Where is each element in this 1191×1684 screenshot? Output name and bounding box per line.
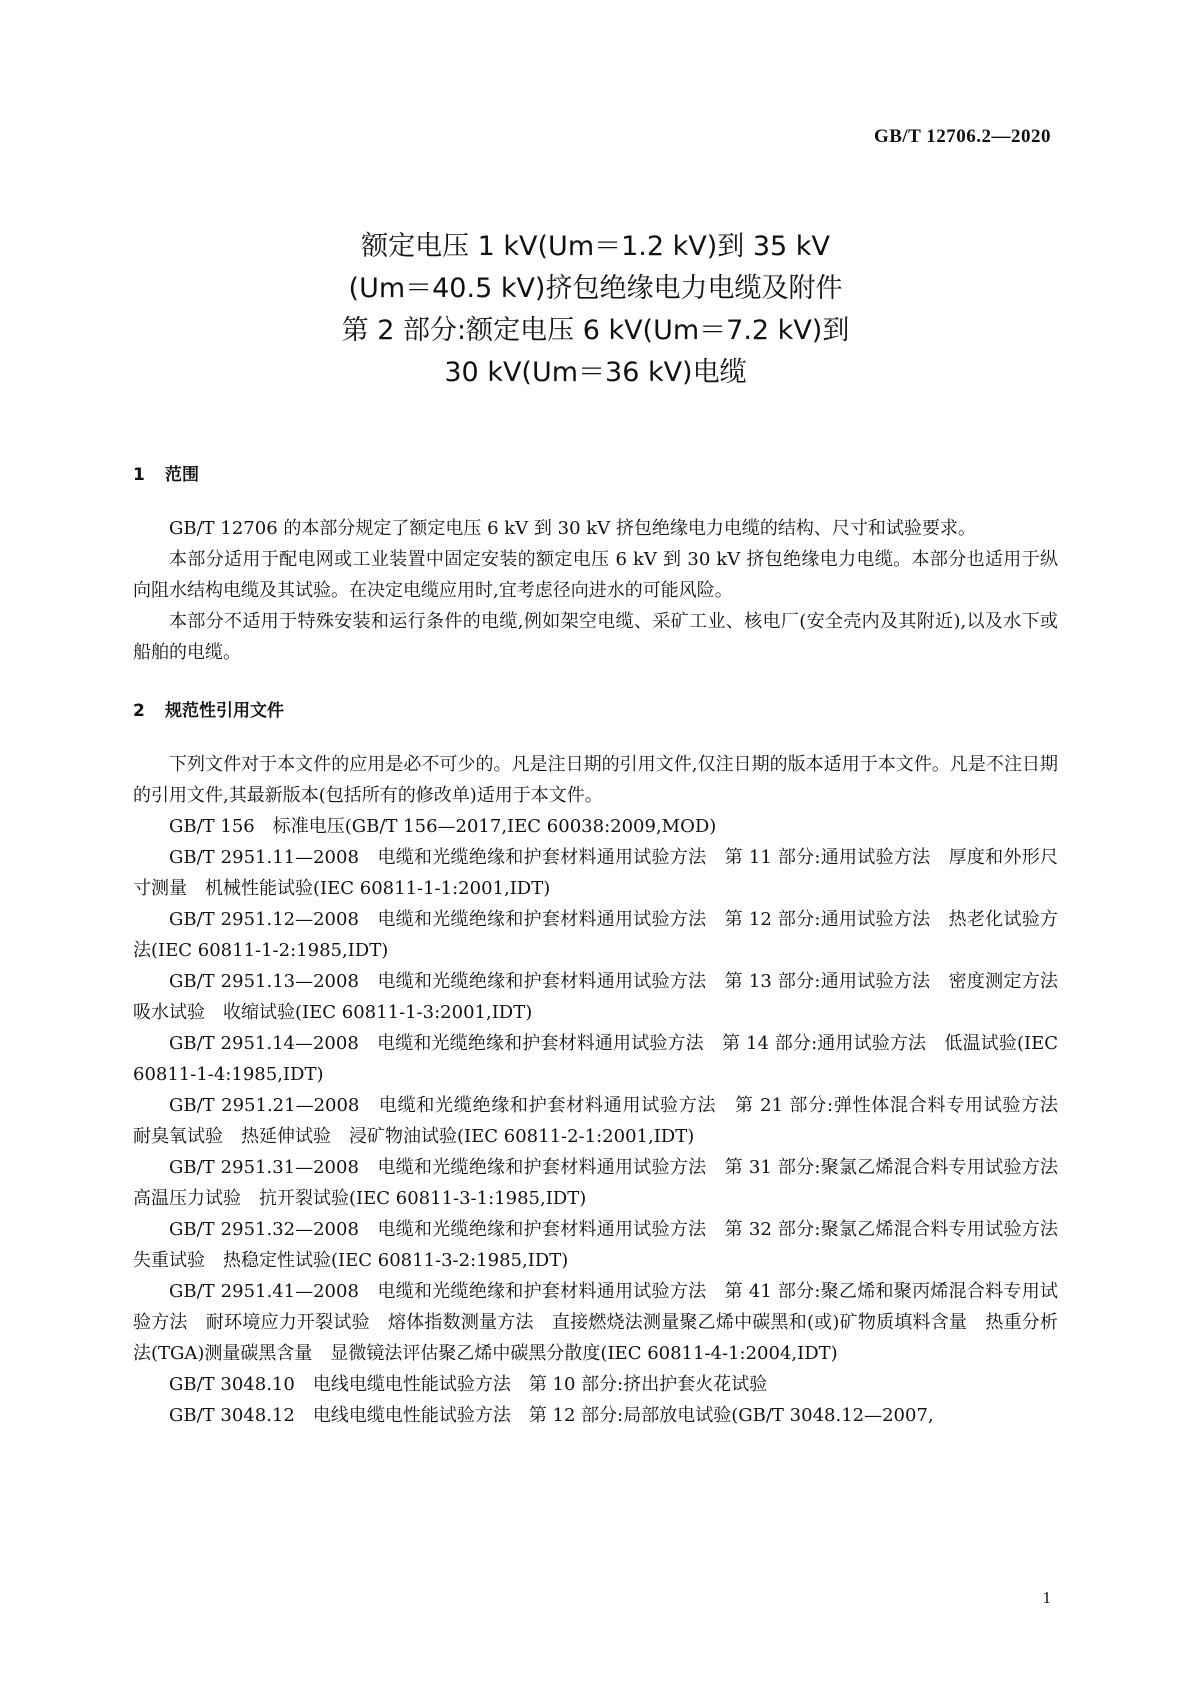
- standard-code: GB/T 12706.2—2020: [873, 126, 1051, 147]
- page-number: 1: [1042, 1588, 1051, 1607]
- reference-item: GB/T 2951.32—2008 电缆和光缆绝缘和护套材料通用试验方法 第 32 部分:聚氯乙烯混合料专用试验方法 失重试验 热稳定性试验(IEC 60811-3-2:1985,IDT): [133, 1219, 1076, 1271]
- reference-item: GB/T 2951.13—2008 电缆和光缆绝缘和护套材料通用试验方法 第 13 部分:通用试验方法 密度测定方法 吸水试验 收缩试验(IEC 60811-1-3:2001,IDT): [133, 971, 1076, 1023]
- title-line: 30 kV(Um＝36 kV)电缆: [444, 357, 747, 388]
- title-line: 额定电压 1 kV(Um＝1.2 kV)到 35 kV: [361, 231, 830, 262]
- document-body: [133, 460, 1076, 1431]
- section-heading: [133, 696, 1058, 727]
- section-number: 2: [133, 701, 145, 721]
- paragraph: 下列文件对于本文件的应用是必不可少的。凡是注日期的引用文件,仅注日期的版本适用于本文件。凡是不注日期的引用文件,其最新版本(包括所有的修改单)适用于本文件。: [133, 754, 1058, 806]
- reference-item: GB/T 2951.12—2008 电缆和光缆绝缘和护套材料通用试验方法 第 12 部分:通用试验方法 热老化试验方法(IEC 60811-1-2:1985,IDT): [133, 909, 1058, 961]
- paragraph: 本部分适用于配电网或工业装置中固定安装的额定电压 6 kV 到 30 kV 挤包绝缘电力电缆。本部分也适用于纵向阻水结构电缆及其试验。在决定电缆应用时,宜考虑径向进水的可能风险。: [133, 549, 1058, 601]
- document-title: [0, 226, 1191, 394]
- section-title: 规范性引用文件: [165, 701, 284, 721]
- section-number: 1: [133, 465, 145, 485]
- reference-item: GB/T 2951.21—2008 电缆和光缆绝缘和护套材料通用试验方法 第 21 部分:弹性体混合料专用试验方法 耐臭氧试验 热延伸试验 浸矿物油试验(IEC 60811-2-1:2001,IDT): [133, 1095, 1076, 1147]
- paragraph: GB/T 12706 的本部分规定了额定电压 6 kV 到 30 kV 挤包绝缘电力电缆的结构、尺寸和试验要求。: [169, 518, 976, 539]
- title-line: (Um＝40.5 kV)挤包绝缘电力电缆及附件: [348, 273, 843, 304]
- reference-item: GB/T 3048.10 电线电缆电性能试验方法 第 10 部分:挤出护套火花试验: [169, 1374, 768, 1395]
- title-line: 第 2 部分:额定电压 6 kV(Um＝7.2 kV)到: [341, 315, 850, 346]
- section-title: 范围: [165, 465, 199, 485]
- reference-item: GB/T 2951.11—2008 电缆和光缆绝缘和护套材料通用试验方法 第 11 部分:通用试验方法 厚度和外形尺寸测量 机械性能试验(IEC 60811-1-1:2001,IDT): [133, 847, 1058, 899]
- reference-item: GB/T 2951.31—2008 电缆和光缆绝缘和护套材料通用试验方法 第 31 部分:聚氯乙烯混合料专用试验方法 高温压力试验 抗开裂试验(IEC 60811-3-1:1985,IDT): [133, 1157, 1076, 1209]
- reference-item: GB/T 2951.14—2008 电缆和光缆绝缘和护套材料通用试验方法 第 14 部分:通用试验方法 低温试验(IEC 60811-1-4:1985,IDT): [133, 1033, 1058, 1085]
- reference-item: GB/T 3048.12 电线电缆电性能试验方法 第 12 部分:局部放电试验(GB/T 3048.12—2007,: [169, 1405, 934, 1426]
- reference-item: GB/T 156 标准电压(GB/T 156—2017,IEC 60038:2009,MOD): [169, 816, 717, 837]
- section-heading: [133, 460, 1058, 491]
- reference-item: GB/T 2951.41—2008 电缆和光缆绝缘和护套材料通用试验方法 第 41 部分:聚乙烯和聚丙烯混合料专用试验方法 耐环境应力开裂试验 熔体指数测量方法 直接燃烧法测量聚乙烯中碳黑和(或)矿物质填料含量 热重分析法(TGA)测量碳黑含量 显微镜法评估聚乙烯中碳黑分散度(IEC 60811-4-1:2004,IDT): [133, 1281, 1058, 1364]
- paragraph: 本部分不适用于特殊安装和运行条件的电缆,例如架空电缆、采矿工业、核电厂(安全壳内及其附近),以及水下或船舶的电缆。: [133, 611, 1058, 663]
